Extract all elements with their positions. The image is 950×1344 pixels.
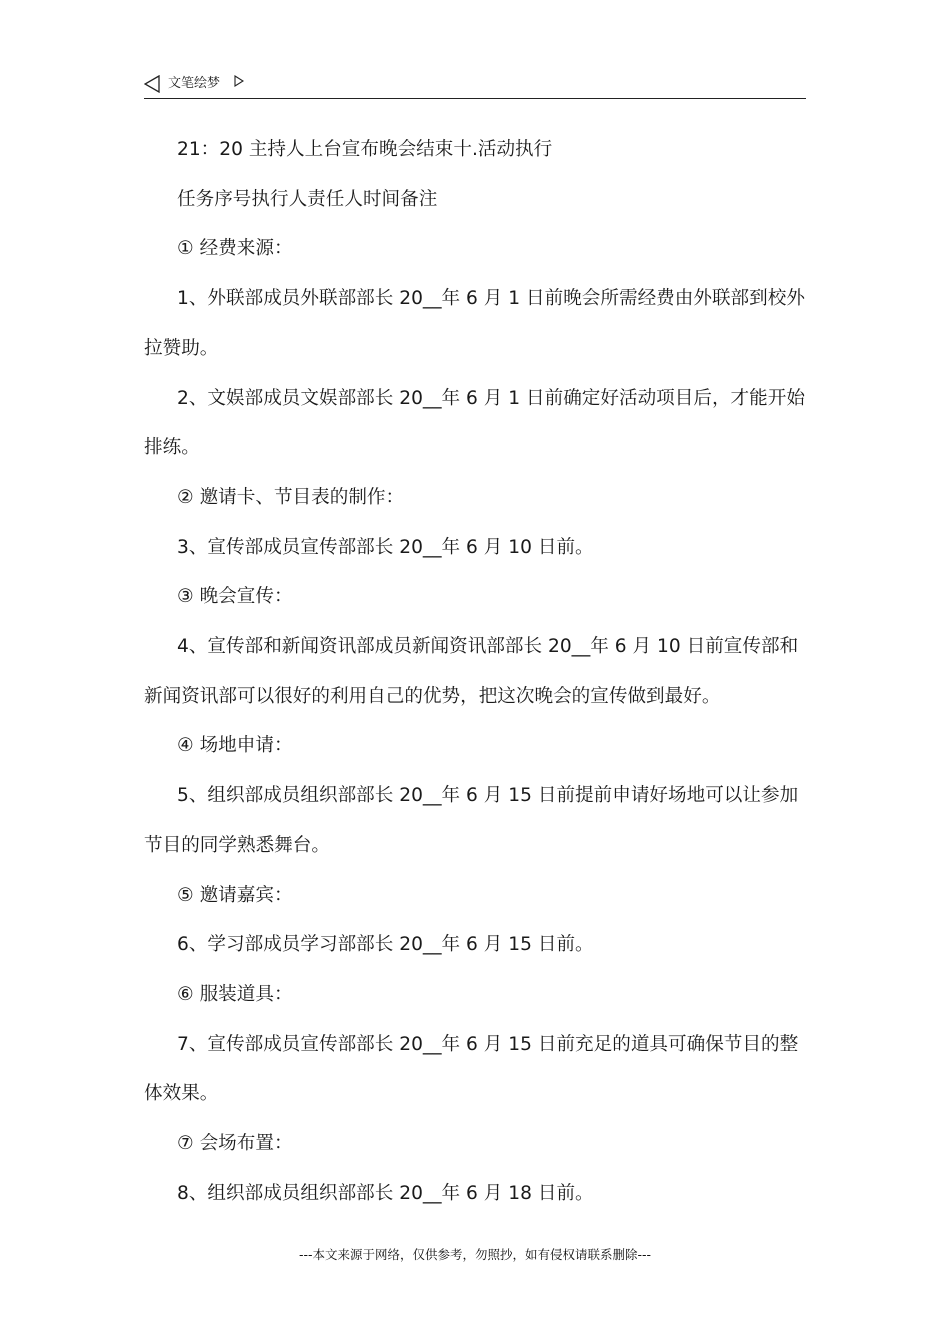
paragraph: ⑦ 会场布置：	[177, 1133, 293, 1155]
footer-disclaimer: ---本文来源于网络，仅供参考，勿照抄，如有侵权请联系删除---	[298, 1247, 652, 1262]
paragraph: ④ 场地申请：	[177, 735, 293, 757]
paragraph: 5、组织部成员组织部部长 20__年 6 月 15 日前提前申请好场地可以让参加	[177, 785, 799, 807]
paragraph: ⑤ 邀请嘉宾：	[177, 884, 293, 906]
right-triangle-icon	[234, 75, 244, 87]
paragraph: 新闻资讯部可以很好的利用自己的优势，把这次晚会的宣传做到最好。	[144, 685, 721, 707]
paragraph: 体效果。	[144, 1083, 219, 1105]
paragraph: 8、组织部成员组织部部长 20__年 6 月 18 日前。	[177, 1182, 594, 1204]
paragraph: ② 邀请卡、节目表的制作：	[177, 486, 405, 508]
paragraph: 3、宣传部成员宣传部部长 20__年 6 月 10 日前。	[177, 536, 594, 558]
paragraph: 节目的同学熟悉舞台。	[144, 834, 330, 856]
paragraph: 1、外联部成员外联部部长 20__年 6 月 1 日前晚会所需经费由外联部到校外	[177, 288, 805, 310]
paragraph: 21：20 主持人上台宣布晚会结束十.活动执行	[177, 139, 553, 160]
paragraph: 7、宣传部成员宣传部部长 20__年 6 月 15 日前充足的道具可确保节目的整	[177, 1033, 799, 1055]
header-title: 文笔绘梦	[168, 76, 221, 91]
paragraph: 拉赞助。	[144, 337, 219, 359]
document-body	[144, 125, 806, 1218]
paragraph: 排练。	[144, 437, 200, 459]
paragraph: ⑥ 服装道具：	[177, 983, 293, 1005]
paragraph: 4、宣传部和新闻资讯部成员新闻资讯部部长 20__年 6 月 10 日前宣传部和	[177, 636, 799, 658]
paragraph: 任务序号执行人责任人时间备注	[177, 188, 438, 210]
paragraph: 6、学习部成员学习部部长 20__年 6 月 15 日前。	[177, 934, 594, 956]
paragraph: ① 经费来源：	[177, 238, 293, 260]
paragraph: 2、文娱部成员文娱部部长 20__年 6 月 1 日前确定好活动项目后，才能开始	[177, 387, 805, 409]
page-header	[144, 72, 806, 99]
paragraph: ③ 晚会宣传：	[177, 586, 293, 608]
left-triangle-icon	[144, 75, 160, 93]
